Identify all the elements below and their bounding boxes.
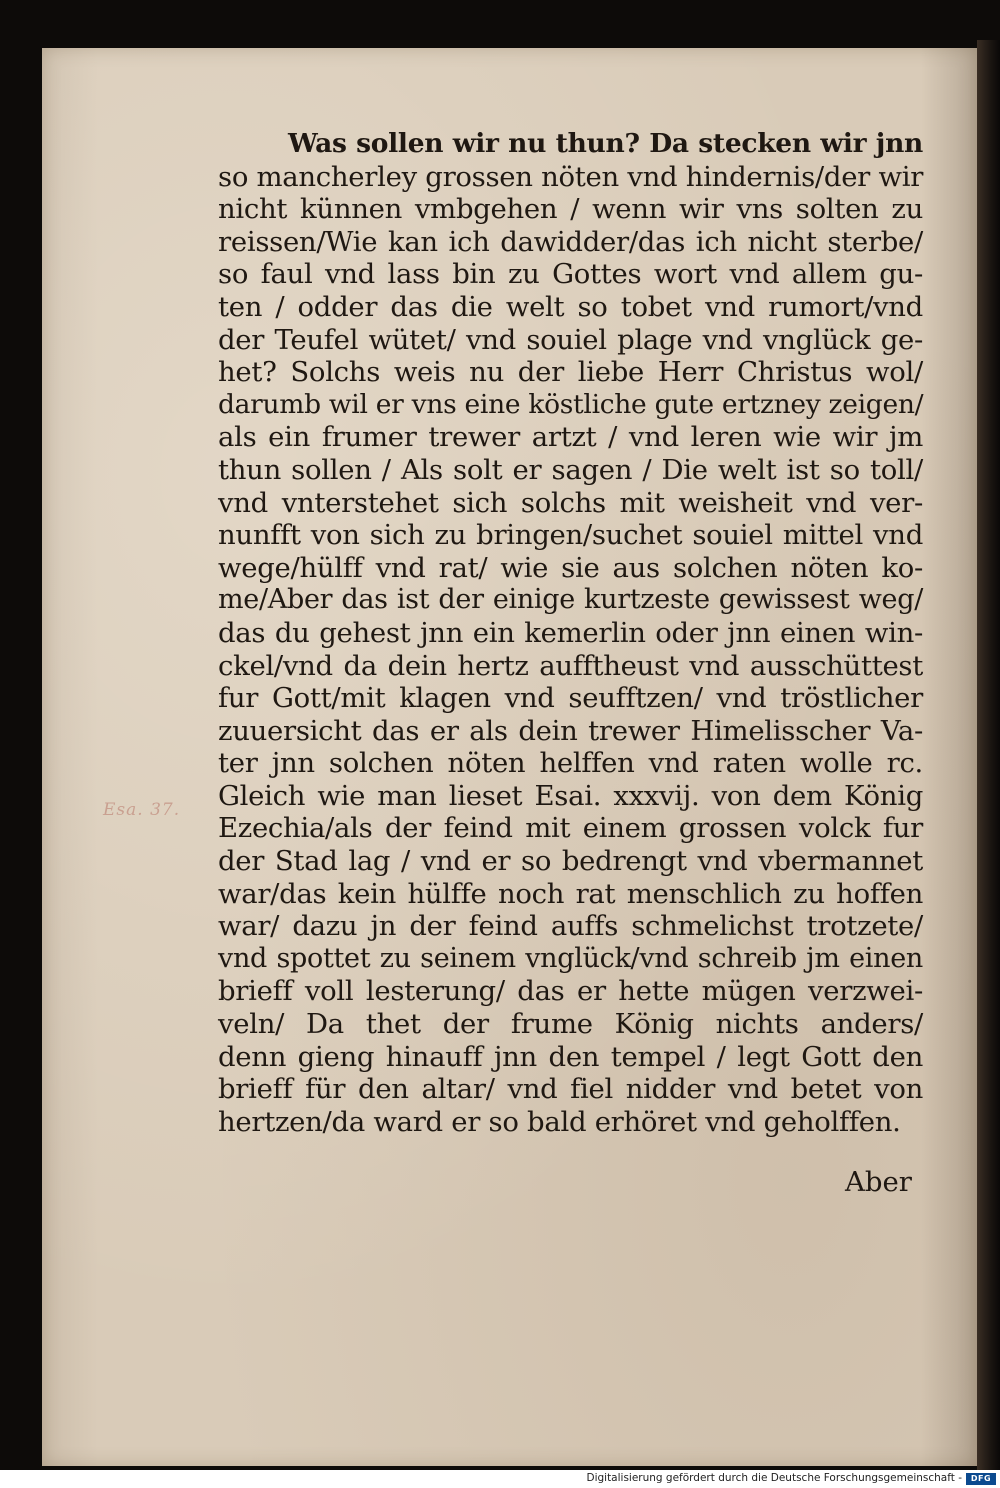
text-line: so faul vnd lass bin zu Gottes wort vnd allem gu- [218, 258, 923, 291]
text-line: nunfft von sich zu bringen/suchet souiel mittel vnd [218, 519, 923, 552]
text-line: ter jnn solchen nöten helffen vnd raten wolle rc. [218, 747, 923, 780]
text-line: brieff für den altar/ vnd fiel nidder vnd betet von [218, 1073, 923, 1106]
text-line: der Teufel wütet/ vnd souiel plage vnd vnglück ge- [218, 323, 923, 356]
text-line: ten / odder das die welt so tobet vnd rumort/vnd [218, 290, 923, 323]
text-line: veln/ Da thet der frume König nichts anders/ [218, 1008, 923, 1041]
text-line: reissen/Wie kan ich dawidder/das ich nicht sterbe/ [218, 225, 923, 258]
text-line: das du gehest jnn ein kemerlin oder jnn einen win- [218, 616, 923, 649]
text-line: fur Gott/mit klagen vnd seufftzen/ vnd tröstlicher [218, 682, 923, 715]
text-line: nicht künnen vmbgehen / wenn wir vns solten zu [218, 193, 923, 226]
text-line: so mancherley grossen nöten vnd hindernis/der wir [218, 160, 924, 193]
text-line: het? Solchs weis nu der liebe Herr Christus wol/ [218, 356, 923, 389]
text-line: zuuersicht das er als dein trewer Himelisscher Va- [218, 714, 923, 747]
text-line: Gleich wie man lieset Esai. xxxvij. von dem König [218, 779, 923, 812]
margin-note: Esa. 37. [103, 800, 181, 820]
text-line: der Stad lag / vnd er so bedrengt vnd vbermannet [218, 845, 923, 878]
text-line: thun sollen / Als solt er sagen / Die welt ist so toll/ [218, 453, 923, 486]
dfg-logo: DFG [966, 1473, 996, 1485]
text-line: brieff voll lesterung/ das er hette mügen verzwei- [218, 975, 923, 1008]
text-line: wege/hülff vnd rat/ wie sie aus solchen nöten ko- [218, 551, 923, 584]
text-line: ckel/vnd da dein hertz aufftheust vnd ausschüttest [218, 649, 923, 682]
text-line: hertzen/da ward er so bald erhöret vnd geholffen. [218, 1105, 901, 1138]
text-line: war/ dazu jn der feind auffs schmelichst trotzete/ [218, 910, 923, 943]
text-line: vnd vnterstehet sich solchs mit weisheit vnd ver- [218, 486, 923, 519]
text-line: war/das kein hülffe noch rat menschlich zu hoffen [218, 877, 923, 910]
footer-bar [0, 1470, 1000, 1488]
footer-credit: Digitalisierung gefördert durch die Deutsche Forschungsgemeinschaft - [586, 1472, 962, 1484]
text-line: darumb wil er vns eine köstliche gute ertzney zeigen/ [218, 388, 924, 420]
catchword: Aber [845, 1166, 912, 1198]
text-line: vnd spottet zu seinem vnglück/vnd schreib jm einen [218, 942, 923, 974]
text-line: als ein frumer trewer artzt / vnd leren wie wir jm [218, 421, 923, 454]
text-line: Was sollen wir nu thun? Da stecken wir jnn [288, 128, 923, 159]
text-line: me/Aber das ist der einige kurtzeste gewissest weg/ [218, 584, 923, 616]
text-block [218, 128, 923, 1138]
book-binding [977, 40, 1000, 1470]
text-line: Ezechia/als der feind mit einem grossen volck fur [218, 812, 923, 845]
text-line: denn gieng hinauff jnn den tempel / legt Gott den [218, 1040, 923, 1073]
